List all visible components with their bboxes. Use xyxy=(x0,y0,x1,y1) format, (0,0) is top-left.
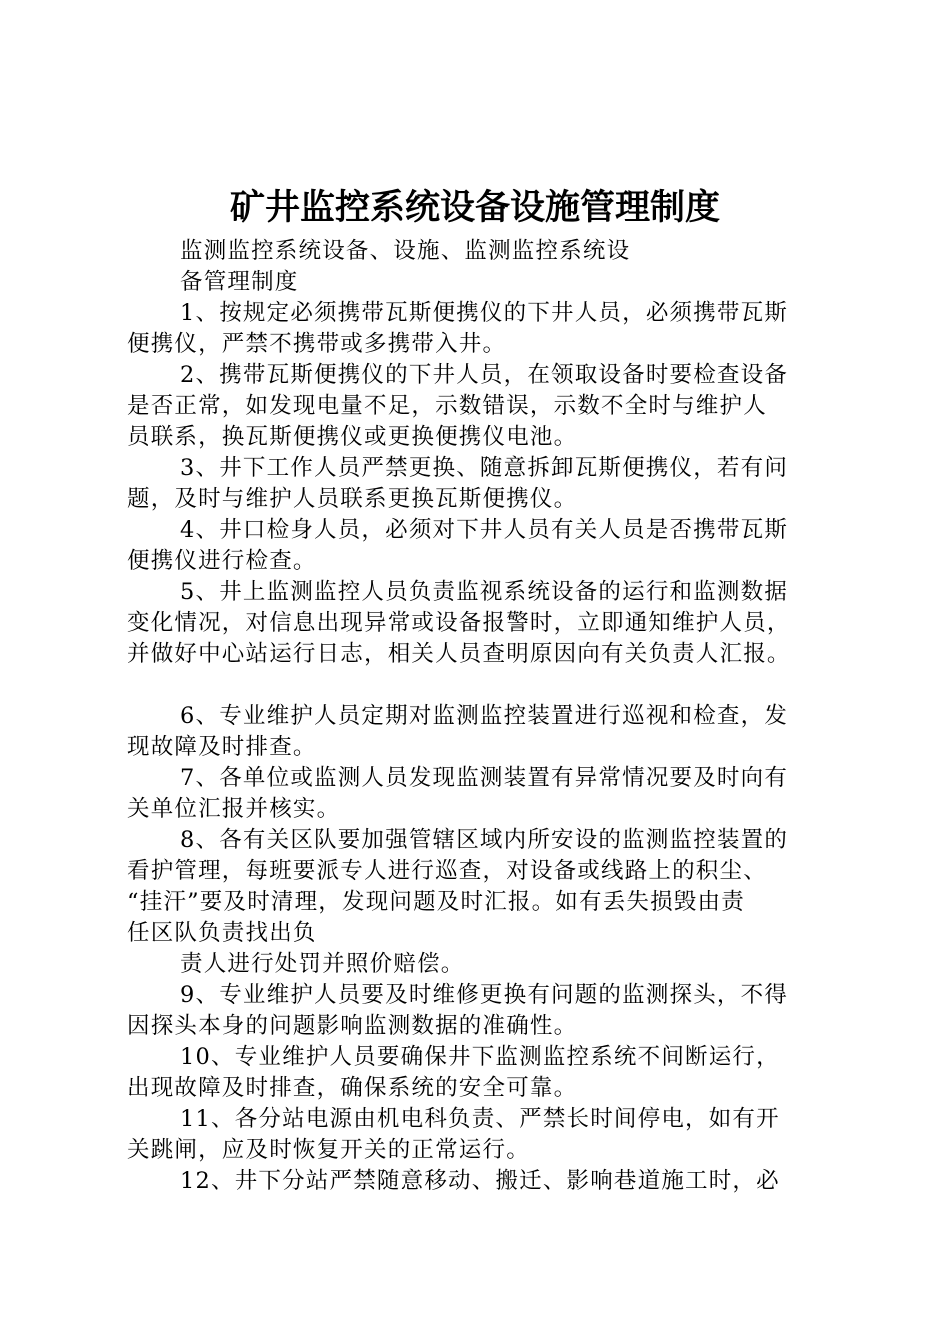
paragraph-line: 是否正常，如发现电量不足，示数错误，示数不全时与维护人 xyxy=(127,393,767,419)
paragraph-line: 10、专业维护人员要确保井下监测监控系统不间断运行， xyxy=(180,1044,780,1070)
paragraph-line: 关单位汇报并核实。 xyxy=(127,796,341,822)
document-body xyxy=(127,236,847,1197)
paragraph-line: 7、各单位或监测人员发现监测装置有异常情况要及时向有 xyxy=(180,765,789,791)
paragraph-line: 员联系，换瓦斯便携仪或更换便携仪电池。 xyxy=(127,424,578,450)
paragraph-line: 6、专业维护人员定期对监测监控装置进行巡视和检查，发 xyxy=(180,703,789,729)
paragraph-line: 看护管理，每班要派专人进行巡查，对设备或线路上的积尘、 xyxy=(127,858,767,884)
document-title: 矿井监控系统设备设施管理制度 xyxy=(229,187,720,228)
blank-line xyxy=(127,670,847,701)
paragraph-line: 题，及时与维护人员联系更换瓦斯便携仪。 xyxy=(127,486,578,512)
paragraph-line: 8、各有关区队要加强管辖区域内所安设的监测监控装置的 xyxy=(180,827,789,853)
paragraph-line: 出现故障及时排查，确保系统的安全可靠。 xyxy=(127,1075,578,1101)
paragraph-line: 责人进行处罚并照价赔偿。 xyxy=(180,951,465,977)
paragraph-line: “挂汗”要及时清理，发现问题及时汇报。如有丢失损毁由责 xyxy=(127,889,745,915)
paragraph-line: 监测监控系统设备、设施、监测监控系统设 xyxy=(180,238,631,264)
paragraph-line: 9、专业维护人员要及时维修更换有问题的监测探头，不得 xyxy=(180,982,789,1008)
paragraph-line: 现故障及时排查。 xyxy=(127,734,317,760)
paragraph-line: 因探头本身的问题影响监测数据的准确性。 xyxy=(127,1013,578,1039)
paragraph-line: 变化情况，对信息出现异常或设备报警时，立即通知维护人员， xyxy=(127,610,791,636)
paragraph-line: 11、各分站电源由机电科负责、严禁长时间停电，如有开 xyxy=(180,1106,780,1132)
paragraph-line: 关跳闸，应及时恢复开关的正常运行。 xyxy=(127,1137,530,1163)
paragraph-line: 便携仪，严禁不携带或多携带入井。 xyxy=(127,331,507,357)
paragraph-line: 便携仪进行检查。 xyxy=(127,548,317,574)
paragraph-line: 2、携带瓦斯便携仪的下井人员，在领取设备时要检查设备 xyxy=(180,362,789,388)
paragraph-line: 任区队负责找出负 xyxy=(127,920,317,946)
paragraph-line: 12、井下分站严禁随意移动、搬迁、影响巷道施工时，必 xyxy=(180,1168,780,1194)
paragraph-line: 并做好中心站运行日志，相关人员查明原因向有关负责人汇报。 xyxy=(127,641,791,667)
paragraph-line: 1、按规定必须携带瓦斯便携仪的下井人员，必须携带瓦斯 xyxy=(180,300,789,326)
paragraph-line: 3、井下工作人员严禁更换、随意拆卸瓦斯便携仪，若有问 xyxy=(180,455,789,481)
paragraph-line: 备管理制度 xyxy=(180,269,299,295)
paragraph-line: 5、井上监测监控人员负责监视系统设备的运行和监测数据 xyxy=(180,579,789,605)
paragraph-line: 4、井口检身人员，必须对下井人员有关人员是否携带瓦斯 xyxy=(180,517,789,543)
